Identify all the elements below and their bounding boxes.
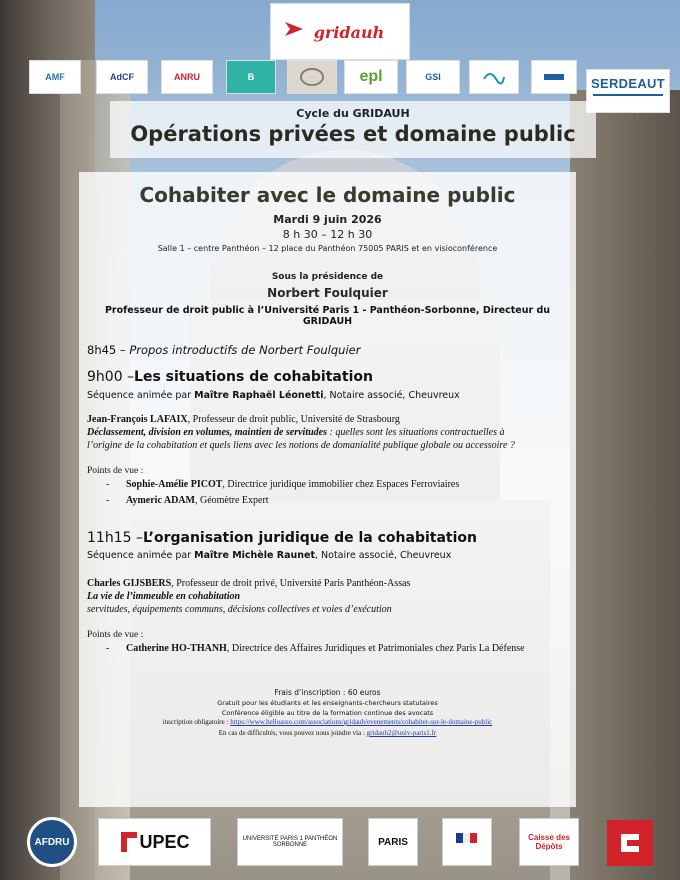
partner-logo-csn	[469, 60, 519, 94]
partner-logo-amf: AMF	[29, 60, 81, 94]
partner-logo-seal	[287, 60, 337, 94]
partner-logo-b: B	[226, 60, 276, 94]
session-2-moderator: Séquence animée par Maître Michèle Raunet, Notaire associé, Cheuvreux	[87, 550, 452, 561]
partner-logo-gsi: GSI	[406, 60, 460, 94]
seal-icon	[299, 66, 325, 88]
event-title: Cohabiter avec le domaine public	[139, 183, 516, 207]
marianne-icon	[452, 827, 482, 857]
intro-line	[87, 343, 360, 357]
session-2-topic-line2: servitudes, équipements communs, décisions collectives et voies d’exécution	[87, 604, 392, 615]
flag-icon	[542, 71, 566, 83]
page-title: Opérations privées et domaine public	[130, 122, 576, 146]
gridauh-arrow-icon	[283, 18, 305, 40]
footer-logo-paris: PARIS	[368, 818, 418, 866]
chair-role: Professeur de droit public à l’Université Paris 1 - Panthéon-Sorbonne, Directeur du GRIDAUH	[104, 305, 551, 327]
session-2-topic: La vie de l’immeuble en cohabitation	[87, 591, 241, 602]
session-1-title: Les situations de cohabitation	[134, 369, 373, 385]
footer-logo-paris1: UNIVERSITÉ PARIS 1 PANTHÉON SORBONNE	[237, 818, 343, 866]
bullet-dash: -	[106, 479, 110, 490]
partner-logo-epl: epl	[344, 60, 398, 94]
session-2-speaker: Charles GIJSBERS, Professeur de droit privé, Université Paris Panthéon-Assas	[87, 578, 411, 589]
wave-icon	[482, 67, 506, 87]
session-1-topic-line2: l’origine de la cohabitation et quels liens avec les notions de domanialité publique globale ou accessoire ?	[87, 440, 515, 451]
presidency-label: Sous la présidence de	[271, 272, 384, 282]
gridauh-logo-text: gridauh	[313, 23, 385, 42]
bullet-dash: -	[106, 643, 110, 654]
footer-logo-upec: UPEC	[98, 818, 211, 866]
session-2-speaker-name: Charles GIJSBERS	[87, 578, 172, 589]
session-2-title: L’organisation juridique de la cohabitation	[142, 530, 477, 546]
help-email-link[interactable]: gridauh2@univ-paris1.fr	[366, 729, 437, 737]
event-date: Mardi 9 juin 2026	[273, 213, 382, 226]
fee-text: Frais d’inscription : 60 euros	[274, 688, 381, 697]
session-1-pv-item: Aymeric ADAM, Géomètre Expert	[126, 495, 269, 506]
session-1-pv-label: Points de vue :	[87, 466, 144, 476]
intro-time: 8h45 –	[87, 343, 130, 357]
session-1-moderator-name: Maître Raphaël Léonetti	[194, 390, 324, 401]
session-1-speaker: Jean-François LAFAIX, Professeur de droit public, Université de Strasbourg	[87, 414, 400, 425]
header-banner	[110, 101, 596, 158]
training-text: Conférence éligible au titre de la formation continue des avocats	[221, 709, 434, 717]
event-hours: 8 h 30 – 12 h 30	[282, 228, 373, 241]
session-2-heading	[87, 530, 477, 546]
session-1-moderator: Séquence animée par Maître Raphaël Léonetti, Notaire associé, Cheuvreux	[87, 390, 460, 401]
cycle-label: Cycle du GRIDAUH	[296, 107, 410, 120]
session-2-pv-item: Catherine HO-THANH, Directrice des Affaires Juridiques et Patrimoniales chez Paris La Défense	[126, 643, 525, 654]
footer-logo-ordre	[607, 820, 653, 866]
partner-logo-adcf: AdCF	[96, 60, 148, 94]
session-1-topic: Déclassement, division en volumes, maintien de servitudes : quelles sont les situations contractuelles à	[87, 427, 505, 438]
bullet-dash: -	[106, 495, 110, 506]
registration-link[interactable]: https://www.helloasso.com/associations/gridauh/evenements/cohabiter-sur-le-domaine-public	[230, 718, 493, 726]
session-1-pv-item: Sophie-Amélie PICOT, Directrice juridique immobilier chez Espaces Ferroviaires	[126, 479, 460, 490]
registration-line: inscription obligatoire : https://www.helloasso.com/associations/gridauh/evenements/cohabiter-sur-le-domaine-public	[162, 718, 493, 726]
chair-name: Norbert Foulquier	[267, 286, 388, 300]
partner-logo-serdeaut: SERDEAUT	[586, 69, 670, 113]
session-2-moderator-name: Maître Michèle Raunet	[194, 550, 315, 561]
intro-text: Propos introductifs de Norbert Foulquier	[129, 343, 361, 357]
session-1-time: 9h00 –	[87, 369, 135, 385]
footer-logo-afdru: AFDRU	[27, 817, 77, 867]
session-1-speaker-name: Jean-François LAFAIX	[87, 414, 188, 425]
free-text: Gratuit pour les étudiants et les enseignants-chercheurs statutaires	[217, 699, 438, 707]
session-2-time: 11h15 –	[87, 530, 143, 546]
session-2-pv-label: Points de vue :	[87, 630, 144, 640]
event-venue: Salle 1 – centre Panthéon – 12 place du Panthéon 75005 PARIS et en visioconférence	[157, 244, 498, 253]
footer-logo-caisse-depots: Caisse des Dépôts	[519, 818, 579, 866]
help-line: En cas de difficultés, vous pouvez nous joindre via : gridauh2@univ-paris1.fr	[218, 729, 437, 737]
footer-logo-ministere	[442, 818, 492, 866]
partner-logo-chambre	[531, 60, 577, 94]
ordre-mark-icon	[617, 830, 643, 856]
upec-mark-icon	[119, 830, 139, 854]
gridauh-logo	[270, 3, 410, 60]
partner-logo-anru: ANRU	[161, 60, 213, 94]
session-1-heading	[87, 369, 373, 385]
